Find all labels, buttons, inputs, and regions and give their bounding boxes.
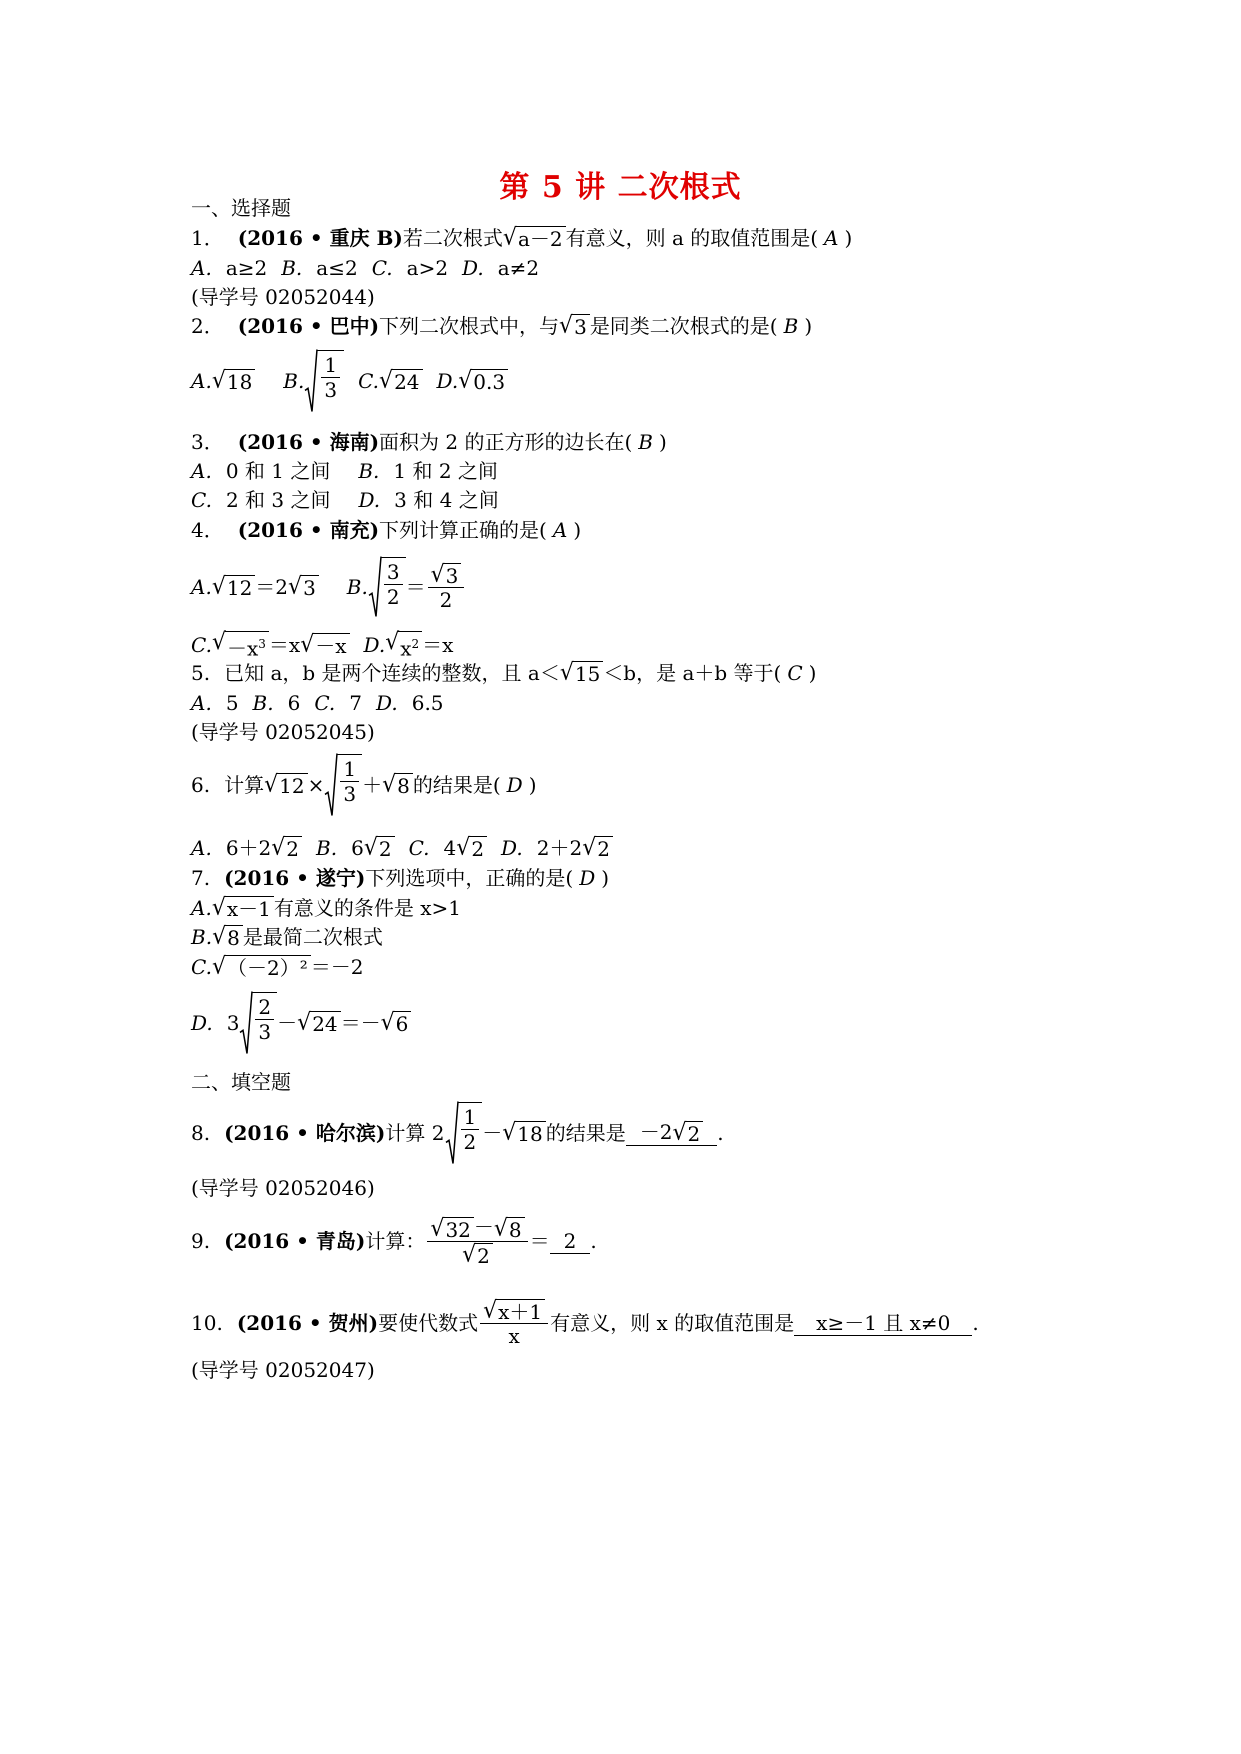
opt: 6.5 [411, 691, 444, 715]
answer: B [638, 430, 653, 454]
opt-label: A. [191, 691, 212, 715]
opt-label: C. [191, 633, 212, 658]
opt-label: A. [191, 369, 212, 393]
period: . [590, 1229, 597, 1253]
options-5 [191, 691, 444, 715]
opt: 6 [351, 836, 364, 860]
opt: 7 [349, 691, 363, 715]
opt: 是最简二次根式 [242, 925, 383, 949]
radical: √ 8 [212, 925, 243, 949]
radical: √ x－1 [212, 896, 274, 920]
opt-label: B. [191, 925, 213, 949]
question-4 [191, 518, 581, 542]
radical: √ －x [300, 633, 349, 657]
opt: ＝－2 [310, 955, 364, 979]
opt: 6＋2 [225, 836, 272, 860]
question-2 [191, 314, 812, 338]
q-text: 下列二次根式中，与 [379, 314, 560, 338]
q-number: 1． [191, 226, 224, 250]
radical-fraction: $\frac{1}{2}$ [445, 1102, 483, 1164]
option-7d [191, 990, 411, 1056]
equals: ＝ [529, 1229, 550, 1253]
radical: √ 3 [288, 575, 319, 599]
radical: √ 2 [456, 836, 487, 860]
question-5 [191, 661, 816, 685]
opt: 3 和 4 之间 [394, 488, 499, 512]
opt-label: C. [408, 836, 430, 860]
opt: 有意义的条件是 x>1 [273, 896, 461, 920]
answer: D [579, 866, 596, 890]
opt-label: D. [462, 256, 484, 280]
radical-fraction: $\frac{1}{3}$ [304, 350, 344, 412]
opt: 2 和 3 之间 [225, 488, 331, 512]
opt-label: C. [191, 955, 212, 979]
opt: a≥2 [225, 256, 268, 280]
opt-label: B. [346, 575, 368, 599]
radical-fraction: $\frac{2}{3}$ [239, 992, 277, 1054]
opt: 0 和 1 之间 [225, 459, 331, 483]
opt-label: C. [371, 256, 393, 280]
radical: √ 15 [560, 661, 603, 685]
options-1 [191, 256, 539, 280]
paren: ) [844, 226, 853, 250]
guide-number: (导学号 02052045) [191, 720, 375, 744]
q-number: 6. [191, 773, 211, 797]
opt: 2＋2 [536, 836, 583, 860]
plus: ＋ [362, 773, 383, 797]
question-3 [191, 430, 667, 454]
answer: B [783, 314, 799, 338]
opt: 6 [287, 691, 301, 715]
answer: D [506, 773, 523, 797]
option-7a [191, 896, 461, 920]
q-text: 面积为 2 的正方形的边长在( [379, 430, 633, 454]
period: . [972, 1311, 979, 1335]
minus: － [482, 1121, 503, 1145]
q-source: (2016 • 青岛) [224, 1229, 366, 1253]
q-number: 9. [191, 1229, 211, 1253]
q-source: (2016 • 巴中) [237, 314, 380, 338]
section-choice: 一、选择题 [191, 196, 291, 220]
opt-label: A. [191, 896, 212, 920]
radical: √ 18 [502, 1121, 545, 1145]
q-source: (2016 • 遂宁) [224, 866, 366, 890]
options-6 [191, 836, 613, 860]
guide-number: (导学号 02052047) [191, 1358, 375, 1382]
options-3a [191, 459, 498, 483]
q-number: 4． [191, 518, 224, 542]
opt-label: A. [191, 836, 212, 860]
opt-label: B. [281, 256, 303, 280]
opt-label: C. [358, 369, 380, 393]
minus: － [277, 1011, 298, 1035]
paren: ) [804, 314, 813, 338]
opt-label: A. [191, 459, 212, 483]
radical: √ $x^2$ [385, 631, 422, 660]
opt: a≠2 [497, 256, 540, 280]
opt-label: B. [316, 836, 338, 860]
options-4a [191, 556, 466, 618]
fraction: √ 32 － √ 8 √ 2 [427, 1215, 527, 1267]
radical: √ 2 [271, 836, 302, 860]
opt-label: D. [191, 1011, 213, 1035]
opt: 5 [225, 691, 239, 715]
radical: √ 8 [382, 773, 413, 797]
opt-label: D. [363, 633, 386, 658]
opt-label: C. [314, 691, 336, 715]
paren: ) [601, 866, 610, 890]
radical: √ 12 [212, 575, 255, 599]
q-number: 10. [191, 1311, 223, 1335]
radical: √ a－2 [503, 226, 566, 250]
radical: √ 2 [582, 836, 613, 860]
answer: C [787, 661, 803, 685]
equals: ＝x [422, 633, 454, 658]
radical: √ 3 [559, 314, 590, 338]
q-number: 2． [191, 314, 224, 338]
option-7b [191, 925, 383, 949]
radical-fraction: $\frac{3}{2}$ [368, 557, 406, 617]
q-text: 是同类二次根式的是( [589, 314, 778, 338]
opt-label: B. [283, 369, 305, 393]
question-1 [191, 226, 852, 250]
options-3b [191, 488, 499, 512]
q-text: 要使代数式 [378, 1311, 479, 1335]
opt-label: B. [252, 691, 274, 715]
question-7 [191, 866, 609, 890]
opt-label: D. [436, 369, 459, 393]
radical: √ 24 [297, 1011, 340, 1035]
answer: A [552, 518, 568, 542]
options-2 [191, 348, 508, 414]
q-text: 的结果是( [412, 773, 501, 797]
answer-blank: 2 [550, 1229, 591, 1254]
opt: 4 [443, 836, 457, 860]
equals: ＝2 [255, 575, 289, 599]
radical: √ 24 [379, 369, 422, 393]
answer-blank: －2 √ 2 [626, 1120, 718, 1147]
page-title: 第 5 讲 二次根式 [499, 170, 742, 205]
guide-number: (导学号 02052046) [191, 1176, 375, 1200]
q-text: 下列计算正确的是( [379, 518, 547, 542]
q-text: 计算： [365, 1229, 426, 1253]
q-text: ＜b，是 a＋b 等于( [603, 661, 782, 685]
opt: 1 和 2 之间 [393, 459, 498, 483]
option-7c [191, 955, 363, 979]
q-number: 3． [191, 430, 224, 454]
paren: ) [808, 661, 817, 685]
opt-label: C. [191, 488, 212, 512]
paren: ) [659, 430, 667, 454]
answer-blank: x≥－1 且 x≠0 [794, 1311, 972, 1336]
radical: √ $-x^3$ [212, 631, 269, 660]
q-source: (2016 • 哈尔滨) [224, 1121, 386, 1145]
guide-number: (导学号 02052044) [191, 285, 375, 309]
radical: √ 6 [381, 1011, 412, 1035]
options-4b [191, 631, 453, 660]
q-number: 5. [191, 661, 211, 685]
radical: √ （－2）² [212, 955, 311, 979]
paren: ) [528, 773, 537, 797]
equals: ＝－ [340, 1011, 381, 1035]
equals: ＝x [268, 633, 301, 658]
opt-label: D. [376, 691, 398, 715]
q-text: 下列选项中，正确的是( [365, 866, 574, 890]
radical: √ 18 [212, 369, 255, 393]
opt: a>2 [406, 256, 449, 280]
paren: ) [573, 518, 582, 542]
q-text: 的结果是 [545, 1121, 626, 1145]
radical: √ 0.3 [458, 369, 508, 393]
radical: √ 2 [364, 836, 395, 860]
opt-label: B. [358, 459, 380, 483]
question-10 [191, 1292, 979, 1354]
q-text: 已知 a，b 是两个连续的整数，且 a＜ [224, 661, 560, 685]
q-source: (2016 • 海南) [237, 430, 380, 454]
section-fill: 二、填空题 [191, 1070, 291, 1094]
opt-label: A. [191, 256, 212, 280]
equals: ＝ [405, 575, 426, 599]
q-number: 8. [191, 1121, 211, 1145]
q-text: 计算 2 [385, 1121, 445, 1145]
radical: √ 12 [264, 773, 307, 797]
question-8 [191, 1100, 724, 1166]
q-text: 有意义，则 a 的取值范围是( [565, 226, 819, 250]
fraction: √ x＋1 x [480, 1298, 548, 1349]
q-number: 7. [191, 866, 211, 890]
question-6 [191, 752, 537, 818]
q-source: (2016 • 贺州) [236, 1311, 379, 1335]
opt: a≤2 [316, 256, 358, 280]
q-text: 若二次根式 [402, 226, 503, 250]
fraction: √ 3 2 [428, 562, 465, 613]
opt-label: A. [191, 575, 212, 599]
question-9 [191, 1210, 597, 1272]
q-source: (2016 • 重庆 B) [237, 226, 403, 250]
q-text: 有意义，则 x 的取值范围是 [550, 1311, 795, 1335]
coef: 3 [226, 1011, 240, 1035]
q-source: (2016 • 南充) [237, 518, 380, 542]
radical-fraction: $\frac{1}{3}$ [324, 754, 362, 816]
q-text: 计算 [224, 773, 265, 797]
opt-label: D. [358, 488, 381, 512]
period: . [717, 1121, 724, 1145]
times: × [307, 773, 325, 797]
answer: A [824, 226, 839, 250]
opt-label: D. [501, 836, 523, 860]
